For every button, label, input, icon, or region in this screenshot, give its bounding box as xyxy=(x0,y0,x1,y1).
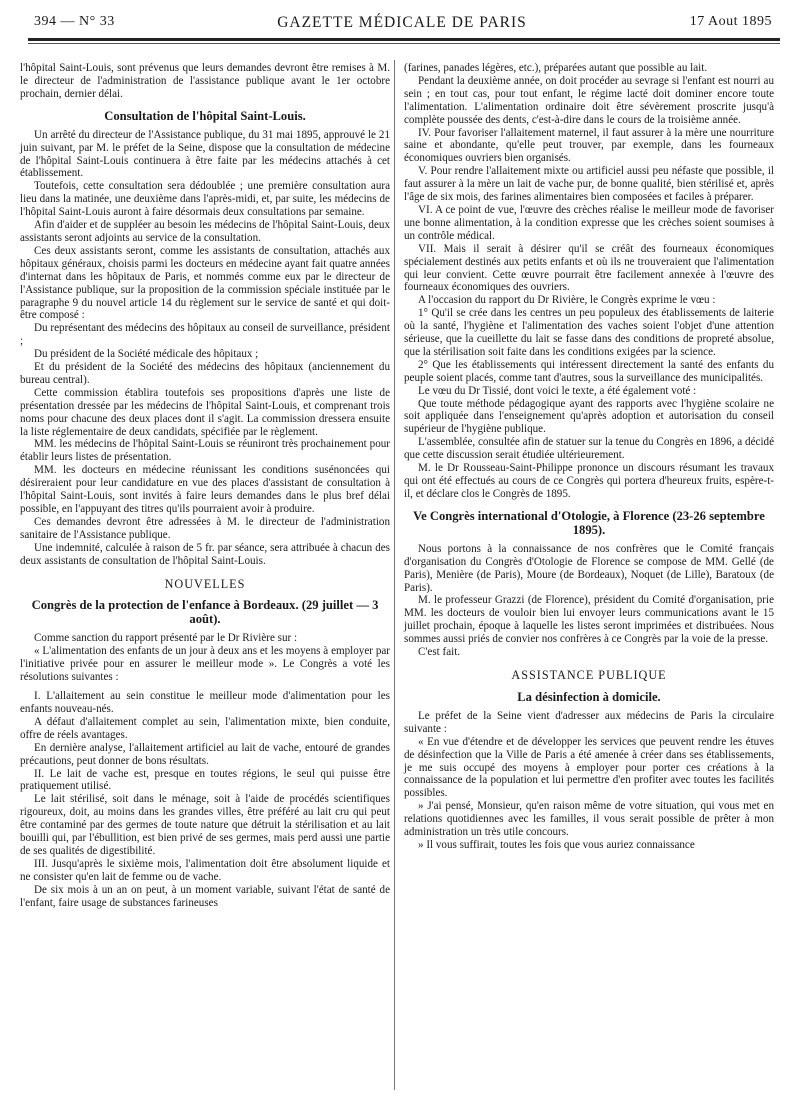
page-number: 394 — N° 33 xyxy=(34,14,115,29)
paragraph: M. le professeur Grazzi (de Florence), président du Comité d'organisation, prie MM. les docteurs de vouloir bien lui envoyer leurs communications avant le 15 juillet prochain, époque à laquelle les listes seront imprimées et distribuées. Nous sommes aussi priés de convier nos confrères à ce Congrès par la voie de la presse. xyxy=(404,594,774,646)
section-heading: Ve Congrès international d'Otologie, à Florence (23-26 septembre 1895). xyxy=(413,508,765,537)
journal-title: GAZETTE MÉDICALE DE PARIS xyxy=(277,14,527,31)
paragraph: Et du président de la Société des médecins des hôpitaux (anciennement du bureau central). xyxy=(20,361,390,386)
paragraph: Ces demandes devront être adressées à M. le directeur de l'administration sanitaire de l'Assistance publique. xyxy=(20,515,390,541)
paragraph: MM. les docteurs en médecine réunissant les conditions susénoncées qui désireraient pour leur candidature en vue des places d'assistant de consultation à l'hôpital Saint-Louis, sont invités à faire leurs demandes dans le plus bref délai possible, en l'appuyant des titres qu'ils pourraient avoir à produire. xyxy=(20,464,390,515)
section-title-assistance: ASSISTANCE PUBLIQUE xyxy=(511,667,667,682)
right-column xyxy=(404,62,774,852)
header-rule-thin xyxy=(28,43,780,44)
section-heading: La désinfection à domicile. xyxy=(517,689,661,704)
paragraph: Ces deux assistants seront, comme les assistants de consultation, attachés aux hôpitaux généraux, choisis parmi les docteurs en médecine ayant fait quatre années d'internat dans les hôpitaux de Paris, et nommés comme eux par le directeur de l'Assistance publique, sur la proposition de la commission spéciale instituée par le paragraphe 9 du nouvel article 14 du règlement sur le service de santé et qui doit-être composé : xyxy=(20,244,390,322)
paragraph: I. L'allaitement au sein constitue le meilleur mode d'alimentation pour les enfants nouveau-nés. xyxy=(20,690,390,715)
paragraph: A l'occasion du rapport du Dr Rivière, le Congrès exprime le vœu : xyxy=(418,294,716,307)
paragraph: Que toute méthode pédagogique ayant des rapports avec l'hygiène scolaire ne soit appliquée dans l'enseignement qu'après adoption et autorisation du conseil supérieur de l'hygiène publique. xyxy=(404,397,774,436)
paragraph: Afin d'aider et de suppléer au besoin les médecins de l'hôpital Saint-Louis, deux assistants seront adjoints au service de la consultation. xyxy=(20,219,390,244)
paragraph: III. Jusqu'après le sixième mois, l'alimentation doit être absolument liquide et ne consister qu'en lait de femme ou de vache. xyxy=(20,857,390,883)
paragraph: M. le Dr Rousseau-Saint-Philippe prononce un discours résumant les travaux qui ont été effectués au cours de ce Congrès qui portera d'heureux fruits, espère-t-il, et déclare clos le Congrès de 1895. xyxy=(404,462,774,500)
paragraph: II. Le lait de vache est, presque en toutes régions, le seul qui puisse être pratiquement utilisé. xyxy=(20,767,390,793)
paragraph: Pendant la deuxième année, on doit procéder au sevrage si l'enfant est nourri au sein ; en tout cas, pour tout enfant, le régime lacté doit dominer encore toute l'alimentation. L'alimentation ordinaire doit être sévèrement proscrite jusqu'à complète poussée des dents, c'est-à-dire dans le cours de la troisième année. xyxy=(404,74,774,126)
paragraph: Nous portons à la connaissance de nos confrères que le Comité français d'organisation du Congrès d'Otologie de Florence se compose de MM. Gellé (de Paris), Menière (de Paris), Moure (de Bordeaux), Noquet (de Lille), Baratoux (de Paris). xyxy=(404,542,774,594)
section-heading: Congrès de la protection de l'enfance à Bordeaux. (29 juillet — 3 août). xyxy=(31,598,379,627)
paragraph: » Il vous suffirait, toutes les fois que vous auriez connaissance xyxy=(418,838,695,851)
paragraph: Le lait stérilisé, soit dans le ménage, soit à l'aide de procédés scientifiques rigoureux, doit, au moins dans les grandes villes, être préféré au lait cru qui peut être contaminé par des germes de toute nature que détruit la stérilisation et au lait bouilli qui, par l'ébullition, est bien privé de ses germes, mais perd aussi une partie de ses qualités de digestibilité. xyxy=(20,793,390,857)
section-heading: Consultation de l'hôpital Saint-Louis. xyxy=(104,108,306,123)
paragraph: 2° Que les établissements qui intéressent directement la santé des enfants du peuple soient placés, comme tant d'autres, sous la surveillance des municipalités. xyxy=(404,358,774,384)
paragraph: » J'ai pensé, Monsieur, qu'en raison même de votre situation, qui vous met en relations quotidiennes avec les familles, il vous serait possible de prêter à mon administration un très utile concours. xyxy=(404,800,774,839)
section-title-nouvelles: NOUVELLES xyxy=(164,576,246,591)
paragraph: Une indemnité, calculée à raison de 5 fr. par séance, sera attribuée à chacun des deux assistants de consultation de l'hôpital Saint-Louis. xyxy=(20,541,390,567)
paragraph: Le préfet de la Seine vient d'adresser aux médecins de Paris la circulaire suivante : xyxy=(404,709,774,735)
paragraph: (farines, panades légères, etc.), préparées autant que possible au lait. xyxy=(404,62,708,74)
paragraph: VII. Mais il serait à désirer qu'il se créât des fourneaux économiques spécialement destinés aux petits enfants et où ils ne trouveraient que l'alimentation qui leur convient. Cette œuvre pourrait être facilement annexée à l'œuvre des fourneaux économiques des ouvriers. xyxy=(404,242,774,294)
paragraph: Toutefois, cette consultation sera dédoublée ; une première consultation aura lieu dans la matinée, une deuxième dans l'après-midi, et, par suite, les médecins de l'hôpital Saint-Louis auront à faire désormais deux consultations par semaine. xyxy=(20,180,390,219)
page-header xyxy=(28,14,776,36)
paragraph: Cette commission établira toutefois ses propositions d'après une liste de présentation dressée par les médecins de l'hôpital Saint-Louis, et comprenant trois noms pour chacune des deux places dont il s'agit. La commission dressera ensuite la liste réglementaire de deux candidats, spécifiée par le règlement. xyxy=(20,386,390,438)
paragraph: MM. les médecins de l'hôpital Saint-Louis se réuniront très prochainement pour établir leurs listes de présentation. xyxy=(20,438,390,464)
paragraph: Du représentant des médecins des hôpitaux au conseil de surveillance, président ; xyxy=(20,322,390,348)
paragraph: Du président de la Société médicale des hôpitaux ; xyxy=(34,348,259,361)
paragraph: Le vœu du Dr Tissié, dont voici le texte, a été également voté : xyxy=(418,384,697,397)
paragraph: En dernière analyse, l'allaitement artificiel au lait de vache, entouré de grandes précautions, peut donner de bons résultats. xyxy=(20,741,390,767)
paragraph: 1° Qu'il se crée dans les centres un peu populeux des établissements de laiterie où la santé, l'hygiène et l'alimentation des vaches soient l'objet d'une attention sérieuse, que la cueillette du lait se fasse dans des conditions de propreté absolue, que la stérilisation soit faite dans les conditions exigées par la science. xyxy=(404,307,774,358)
header-rule xyxy=(28,38,780,41)
paragraph: A défaut d'allaitement complet au sein, l'alimentation mixte, bien conduite, offre de réels avantages. xyxy=(20,715,390,741)
paragraph: Comme sanction du rapport présenté par le Dr Rivière sur : xyxy=(34,632,298,645)
column-separator xyxy=(394,60,395,1090)
paragraph: VI. A ce point de vue, l'œuvre des crèches réalise le meilleur mode de favoriser une bonne alimentation, à la condition expresse que les crèches soient soumises à un contrôle médical. xyxy=(404,203,774,242)
paragraph: De six mois à un an on peut, à un moment variable, suivant l'état de santé de l'enfant, faire usage de substances farineuses xyxy=(20,883,390,909)
paragraph: IV. Pour favoriser l'allaitement maternel, il faut assurer à la mère une nourriture saine et abondante, qu'elle peut trouver, par exemple, dans les fourneaux économiques ouvriers bien organisés. xyxy=(404,126,774,165)
paragraph: l'hôpital Saint-Louis, sont prévenus que leurs demandes devront être remises à M. le directeur de l'administration de l'assistance publique avant le 1er octobre prochain, dernier délai. xyxy=(20,62,390,100)
paragraph: « L'alimentation des enfants de un jour à deux ans et les moyens à employer par l'initiative privée pour en assurer le meilleur mode ». Le Congrès a voté les résolutions suivantes : xyxy=(20,645,390,684)
paragraph: Un arrêté du directeur de l'Assistance publique, du 31 mai 1895, approuvé le 21 juin suivant, par M. le préfet de la Seine, dispose que la consultation de médecine de l'hôpital Saint-Louis continuera à être faite par les médecins attachés à cet établissement. xyxy=(20,128,390,180)
paragraph: L'assemblée, consultée afin de statuer sur la tenue du Congrès en 1896, a décidé que cette discussion serait étudiée ultérieurement. xyxy=(404,436,774,462)
paragraph: « En vue d'étendre et de développer les services que peuvent rendre les étuves de désinfection que la Ville de Paris a été amenée à créer dans ses établissements, je me suis occupé des moyens à employer pour porter ces créations à la connaissance de la population et lui permettre d'en profiter avec toutes les facilités possibles. xyxy=(404,735,774,800)
paragraph: V. Pour rendre l'allaitement mixte ou artificiel aussi peu néfaste que possible, il faut assurer à la mère un lait de vache pur, de bonne qualité, bien stérilisé et, après l'âge de six mois, des farines alimentaires bien composées et faciles à préparer. xyxy=(404,165,774,204)
left-column xyxy=(20,62,390,909)
paragraph: C'est fait. xyxy=(418,646,461,659)
issue-date: 17 Aout 1895 xyxy=(689,14,772,29)
